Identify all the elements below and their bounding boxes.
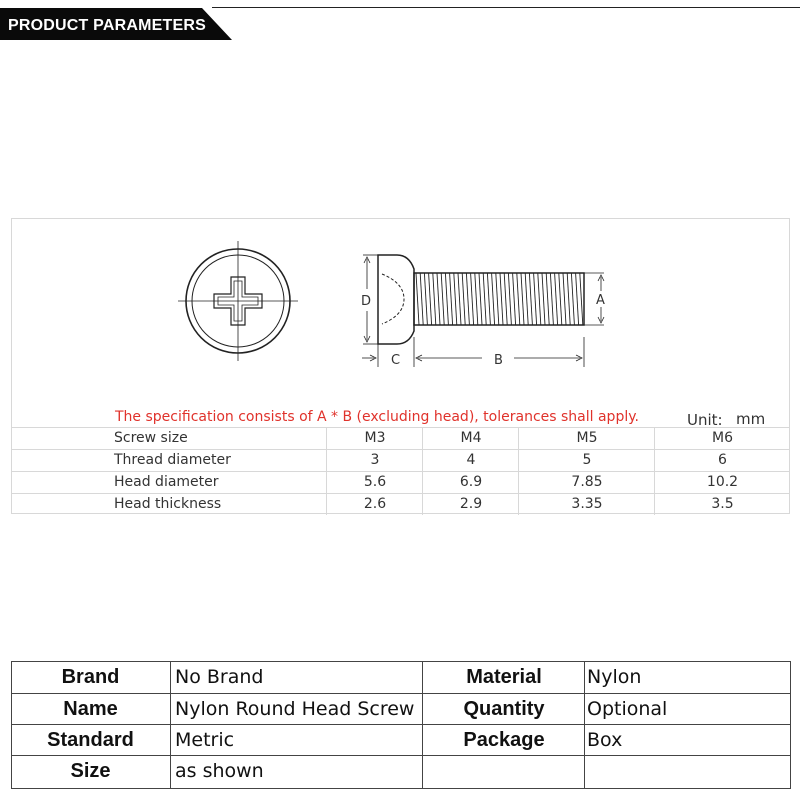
thread-line bbox=[466, 273, 469, 325]
thread-line bbox=[555, 273, 558, 325]
param-row bbox=[12, 755, 790, 789]
param-value: Nylon Round Head Screw bbox=[170, 694, 427, 726]
spec-row-label: Thread diameter bbox=[114, 452, 231, 468]
thread-line bbox=[513, 273, 516, 325]
unit-label: Unit: bbox=[687, 411, 723, 429]
screw-diagram bbox=[12, 219, 789, 409]
product-param-table bbox=[11, 661, 791, 789]
param-key: Package bbox=[422, 725, 585, 757]
spec-row-label: Screw size bbox=[114, 430, 188, 446]
spec-row bbox=[12, 471, 789, 493]
spec-row-label: Head diameter bbox=[114, 474, 219, 490]
spec-value: 5 bbox=[518, 450, 655, 471]
param-key: Brand bbox=[61, 666, 120, 688]
param-key bbox=[422, 756, 585, 789]
thread-line bbox=[517, 273, 520, 325]
thread-line bbox=[563, 273, 566, 325]
thread-line bbox=[529, 273, 532, 325]
dim-label-b: B bbox=[494, 353, 503, 368]
thread-line bbox=[546, 273, 549, 325]
spec-value: M3 bbox=[326, 428, 423, 449]
thread-line bbox=[496, 273, 499, 325]
spec-value: 3.5 bbox=[654, 494, 790, 515]
thread-line bbox=[416, 273, 419, 325]
spec-row bbox=[12, 493, 789, 515]
section-header bbox=[0, 0, 800, 40]
thread-line bbox=[538, 273, 541, 325]
screw-top-view bbox=[178, 241, 298, 361]
dim-label-c: C bbox=[391, 353, 401, 368]
section-title: PRODUCT PARAMETERS bbox=[8, 17, 206, 34]
thread-line bbox=[429, 273, 432, 325]
thread-line bbox=[504, 273, 507, 325]
spec-value: 2.6 bbox=[326, 494, 423, 515]
thread-line bbox=[521, 273, 524, 325]
thread-line bbox=[441, 273, 444, 325]
thread-line bbox=[437, 273, 440, 325]
thread-line bbox=[424, 273, 427, 325]
thread-line bbox=[458, 273, 461, 325]
param-key: Quantity bbox=[422, 694, 585, 726]
thread-line bbox=[471, 273, 474, 325]
spec-row bbox=[12, 427, 789, 449]
param-value: Metric bbox=[170, 725, 427, 757]
thread-line bbox=[500, 273, 503, 325]
param-key: Size bbox=[70, 760, 111, 782]
unit-value: mm bbox=[736, 410, 766, 428]
spec-value: M5 bbox=[518, 428, 655, 449]
param-value: Nylon bbox=[584, 662, 787, 694]
thread-line bbox=[534, 273, 537, 325]
thread-line bbox=[475, 273, 478, 325]
spec-value: M4 bbox=[422, 428, 519, 449]
thread-lines bbox=[416, 273, 583, 325]
thread-line bbox=[508, 273, 511, 325]
spec-note: The specification consists of A * B (excluding head), tolerances shall apply. bbox=[115, 409, 639, 425]
param-value bbox=[584, 756, 787, 789]
spec-value: M6 bbox=[654, 428, 790, 449]
spec-value: 4 bbox=[422, 450, 519, 471]
thread-line bbox=[433, 273, 436, 325]
thread-line bbox=[571, 273, 574, 325]
param-value: Box bbox=[584, 725, 787, 757]
thread-line bbox=[462, 273, 465, 325]
param-row bbox=[12, 693, 790, 726]
thread-line bbox=[487, 273, 490, 325]
thread-line bbox=[445, 273, 448, 325]
thread-line bbox=[450, 273, 453, 325]
spec-panel bbox=[11, 218, 790, 514]
spec-row bbox=[12, 449, 789, 471]
screw-side-view bbox=[362, 255, 604, 367]
thread-line bbox=[492, 273, 495, 325]
thread-line bbox=[576, 273, 579, 325]
param-key: Standard bbox=[47, 729, 134, 751]
spec-value: 3.35 bbox=[518, 494, 655, 515]
spec-table bbox=[12, 427, 789, 515]
param-key: Material bbox=[422, 662, 585, 694]
header-rule bbox=[212, 7, 800, 8]
thread-line bbox=[542, 273, 545, 325]
spec-value: 6 bbox=[654, 450, 790, 471]
thread-line bbox=[550, 273, 553, 325]
thread-line bbox=[454, 273, 457, 325]
spec-value: 3 bbox=[326, 450, 423, 471]
thread-line bbox=[479, 273, 482, 325]
param-key: Name bbox=[63, 698, 118, 720]
spec-value: 6.9 bbox=[422, 472, 519, 493]
spec-value: 10.2 bbox=[654, 472, 790, 493]
thread-line bbox=[483, 273, 486, 325]
param-value: No Brand bbox=[170, 662, 427, 694]
spec-row-label: Head thickness bbox=[114, 496, 222, 512]
dim-label-a: A bbox=[596, 293, 605, 308]
thread-line bbox=[580, 273, 583, 325]
param-value: as shown bbox=[170, 756, 427, 789]
thread-line bbox=[525, 273, 528, 325]
thread-line bbox=[567, 273, 570, 325]
spec-value: 5.6 bbox=[326, 472, 423, 493]
spec-value: 2.9 bbox=[422, 494, 519, 515]
spec-value: 7.85 bbox=[518, 472, 655, 493]
dim-label-d: D bbox=[361, 294, 372, 309]
param-row bbox=[12, 724, 790, 757]
thread-line bbox=[420, 273, 423, 325]
thread-line bbox=[559, 273, 562, 325]
param-row bbox=[12, 662, 790, 694]
param-value: Optional bbox=[584, 694, 787, 726]
